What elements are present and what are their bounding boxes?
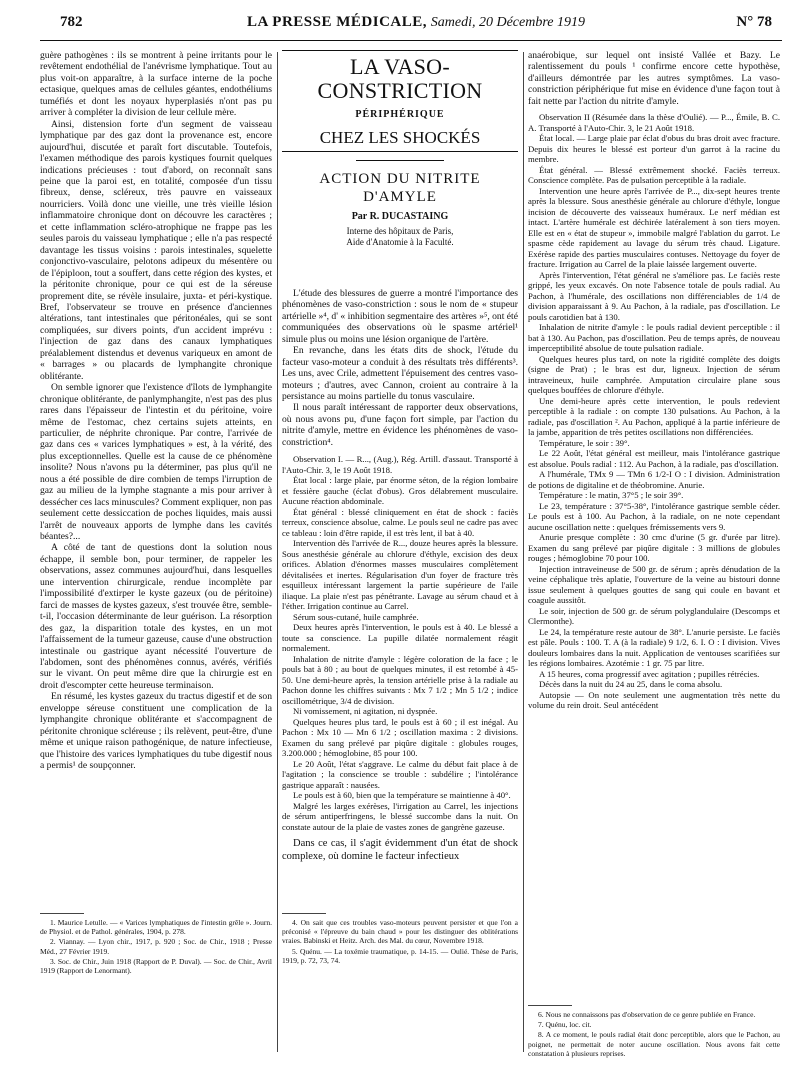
observation-block	[282, 454, 518, 832]
observation-line: Autopsie — On note seulement une augmentation très nette du volume du rein droit. Seul antécédent	[528, 689, 780, 711]
paragraph: A côté de tant de questions dont la solution nous échappe, il semble bon, pour terminer, de rappeler les observations, assez communes aujourd'hui, dans lesquelles une intervention chirurgicale, rendue incomplète par l'impossibilité d'extirper le kyste gazeux (ou de péritoine) farci de masses de kystes gazeux, s'est trouvée être, semble-t-il, l'occasion déterminante de leur guérison. La résorption des gaz, la disparition totale des kystes, en un mot l'affaissement de la tumeur gazeuse, cause d'une obstruction intestinale ou gastrique ayant nécessité l'ouverture de l'abdomen, sont des phénomènes connus, avérés, vérifiés sur le vivant. On peut même dire que la chirurgie est en droit d'escompter cette heureuse terminaison.	[40, 542, 272, 691]
observation-line: Le 22 Août, l'état général est meilleur, mais l'intolérance gastrique est absolue. Pouls radial : 112. Au Pachon, à la radiale, pas d'oscillation.	[528, 448, 780, 469]
author-line: Par R. DUCASTAING	[351, 211, 449, 223]
issue-date: Samedi, 20 Décembre 1919	[430, 15, 585, 30]
affiliation-line: Interne des hôpitaux de Paris,	[346, 225, 454, 236]
column-divider-right	[523, 52, 524, 1052]
observation-line: Inhalation de nitrite d'amyle : légère coloration de la face ; le pouls bat à 80 ; au bout de quelques minutes, il est retombé à 45-50. Une demi-heure après, la tension artérielle prise à la radiale au Pachon donne les chiffres suivants : Mx 7 1/2 ; Mn 5 1/2 ; indice oscillométrique, 3/4 de division.	[282, 653, 518, 706]
observation-line: Le 24, la température reste autour de 38°. L'anurie persiste. Le faciès est pâle. Pouls : 100. T. A (à la radiale) 9 1/2, 6. I. O : I division. Vives douleurs lombaires dans la nuit. Application de ventouses scarifiées sur les régions lombaires. Azotémie : 1 gr. 75 par litre.	[528, 626, 780, 669]
article-title-block	[282, 50, 518, 248]
paragraph: Ainsi, distension forte d'un segment de vaisseau lymphatique par des gaz dont la provenance est, encore aujourd'hui, discutée et paraît fort discutable. Toutefois, l'examen méthodique des parois kystiques fournit quelques indications précieuses : tout d'abord, on reconnaît sans peine que la paroi est, en totalité, composée d'un tissu fibreux, dense, scléreux, très pauvre en vaisseaux nourriciers. Voilà donc une vieille, une très vieille lésion inflammatoire chronique dont on découvre les caractères ; et cette inflammation scléro-atrophique ne frappe pas les seules parois du vaisseau lymphatique ; elle n'a pas respecté davantage les tissus voisins : parois intestinales, squelette conjonctivo-vasculaire, pelotons adipeux du mésentère ou de l'épiploon, tout a souffert, dans cette région des kystes, et la péritonite chronique, pour ce qui est de la séreuse proprement dite, se révèle insulaire, juxta- et péri-kystique. Bref, l'observateur se trouve en présence d'anciennes altérations, tant intestinales que péritonéales, qui se sont compliquées, sur divers points, d'un accident imprévu : l'injection de gaz dans des canaux lymphatiques préalablement distendus et devenus variqueux en amont de « barrages » ou placards de lymphangite chronique oblitérante.	[40, 118, 272, 382]
footnote: 7. Quénu, loc. cit.	[538, 1020, 592, 1030]
footnote: 2. Viannay. — Lyon chir., 1917, p. 920 ; Soc. de Chir., 1918 ; Presse Méd., 27 Février 1919.	[40, 937, 272, 956]
observation-line: État général. — Blessé extrêmement shocké. Faciès terreux. Conscience complète. Pas de pulsation perceptible à la radiale.	[528, 164, 780, 186]
footnote: 8. A ce moment, le pouls radial était donc perceptible, alors que le Pachon, au poignet, ne permettait de noter aucune oscillation. Nous avons fait cette constatation à plusieurs reprises.	[528, 1030, 780, 1058]
observation-line: État local : large plaie, par énorme séton, de la région lombaire et fessière gauche (éclat d'obus). Gros délabrement musculaire. Aucune réaction abdominale.	[282, 475, 518, 507]
footnote-rule	[40, 913, 84, 914]
observation-line: Observation I. — R..., (Aug.), Rég. Artill. d'assaut. Transporté à l'Auto-Chir. 3, le 19 Août 1918.	[282, 454, 518, 475]
paragraph: Il nous paraît intéressant de rapporter deux observations, où nous avons pu, d'une façon fort simple, par l'action du nitrite d'amyle, mettre en évidence les phénomènes de vaso-constriction⁴.	[282, 402, 518, 448]
observation-line: Une demi-heure après cette intervention, le pouls redevient perceptible à la radiale : on compte 130 pulsations. Au Pachon, à la radiale, pas d'oscillation ². Au Pachon, appliqué à la partie inférieure de la jambe, apparition de très petites oscillations non différenciées.	[528, 395, 780, 438]
footnote: 4. On sait que ces troubles vaso-moteurs peuvent persister et que l'on a préconisé « l'épreuve du bain chaud » pour les distinguer des oblitérations vraies. Babinski et Heitz. Arch. des Mal. du cœur, Novembre 1918.	[282, 918, 518, 946]
observation-line: Malgré les larges exérèses, l'irrigation au Carrel, les injections de sérum antiperfringens, le blessé succombe dans la nuit. On constate autour de la plaie de vastes zones de gangrène gazeuse.	[282, 800, 518, 832]
footnote-rule	[282, 913, 326, 914]
observation-line: État local. — Large plaie par éclat d'obus du bras droit avec fracture. Depuis dix heures le blessé est porteur d'un garrot à la racine du membre.	[528, 133, 780, 165]
header-rule	[40, 40, 782, 41]
observation-line: Quelques heures plus tard, le pouls est à 60 ; il est inégal. Au Pachon : Mx 10 — Mn 6 1/2 ; oscillation maxima : 2 divisions. Examen du sang prélevé par piqûre digitale : globules rouges, 3.200.000 ; hémoglobine, 85 pour 100.	[282, 716, 518, 759]
observation-line: Après l'intervention, l'état général ne s'améliore pas. Le faciès reste grippé, les yeux excavés. On note l'absence totale de pouls radial. Au Pachon, à l'humérale, des oscillations non différenciables de 1/4 de division apparaissant à 9. Au Pachon, à la radiale, pas d'oscillation. Le pouls carotidien bat à 130.	[528, 269, 780, 322]
observation-line: Le 23, température : 37°5-38°, l'intolérance gastrique semble céder. Le pouls est à 100. Au Pachon, à la radiale, on ne note cependant aucune oscillation nette : quelques frémissements vers 9.	[528, 500, 780, 532]
observation-line: Inhalation de nitrite d'amyle : le pouls radial devient perceptible : il bat à 130. Au Pachon, pas d'oscillation. Peu de temps après, de nouveau imperceptibilité absolue de toute pulsation radiale.	[528, 322, 780, 354]
observation-line: Intervention une heure après l'arrivée de P..., dix-sept heures trente après la blessure. Sous anesthésie générale au chlorure d'éthyle, longue incision de découverte des vaisseaux huméraux. Le nerf médian est intact. L'artère humérale est déchirée latéralement à son tiers moyen. Elle est en « état de stupeur », immobile malgré l'ablation du garrot. Le spasme cède rapidement au lavage du sérum très chaud. Ligature. Exérèse rapide des parties musculaires contuses. Nettoyage du foyer de fracture. Irrigation au Carrel de la plaie laissée largement ouverte.	[528, 185, 780, 270]
paragraph: L'étude des blessures de guerre a montré l'importance des phénomènes de vaso-constriction : sous le nom de « stupeur artérielle »⁴, d' « inhibition segmentaire des artères »⁵, ont été communiquées des observations où le spasme artériel¹ simule plus ou moins une lésion organique de l'artère.	[282, 287, 518, 345]
article-title-shock: CHEZ LES SHOCKÉS	[319, 128, 481, 148]
affiliation-line: Aide d'Anatomie à la Faculté.	[346, 236, 454, 247]
column-divider-left	[277, 52, 278, 1052]
paragraph: guère pathogènes : ils se montrent à peine irritants pour le revêtement endothélial de l'anévrisme lymphatique. Tout au plus voit-on apparaître, à la surface interne de la poche ectasique, quelques amas de cellules géantes, endothéliums tuméfiés et dont les noyaux hyperplasiés n'ont pas pu arriver à compléter la division de leur cellule mère.	[40, 50, 272, 119]
observation-line: Injection intraveineuse de 500 gr. de sérum ; après dénudation de la veine céphalique très aplatie, l'ouverture de la veine au bistouri donne issue seulement à quelques gouttes de sang qui coule en bavant et coagule aussitôt.	[528, 563, 780, 606]
observation-line: Le soir, injection de 500 gr. de sérum polyglandulaire (Descomps et Clermonthe).	[528, 605, 780, 627]
observation-line: Ni vomissement, ni agitation, ni dyspnée.	[293, 706, 438, 717]
column-middle	[282, 50, 518, 896]
journal-name: LA PRESSE MÉDICALE,	[247, 14, 427, 30]
footnote: 6. Nous ne connaissons pas d'observation de ce genre publiée en France.	[538, 1010, 756, 1019]
paragraph: anaérobique, sur lequel ont insisté Vallée et Bazy. Le ralentissement du pouls ¹ confirme encore cette hypothèse, d'ailleurs démontrée par les autres symptômes. La vaso-constriction périphérique fut mise en évidence d'une façon tout à fait nette par l'action du nitrite d'amyle.	[528, 50, 780, 107]
paragraph: En revanche, dans les états dits de shock, l'étude du facteur vaso-moteur a conduit à des résultats très différents³. Les uns, avec Crile, admettent l'épuisement des centres vaso-moteurs ; d'autres, avec Cannon, croient au contraire à la persistance au moins partielle du tonus vasculaire.	[282, 345, 518, 402]
observation-line: Intervention dès l'arrivée de R..., douze heures après la blessure. Sous anesthésie générale au chlorure d'éthyle, excision des deux orifices. Ablation d'énormes masses musculaires complètement dévitalisées et inertes. Régularisation d'un foyer de fracture très esquilleux intéressant largement la partie supérieure de l'aile iliaque. La plaie n'est pas pénétrante. Lavage au sérum chaud et à l'éther. Irrigation continue au Carrel.	[282, 538, 518, 612]
observation-line: Le pouls est à 60, bien que la température se maintienne à 40°.	[293, 790, 511, 801]
author-affiliation	[282, 226, 518, 248]
observation-line: A 15 heures, coma progressif avec agitation ; pupilles rétrécies.	[539, 668, 760, 679]
column-right	[528, 50, 780, 1050]
observation-line: A l'humérale, TMx 9 — TMn 6 1/2-I O : I division. Administration de potions de digitaline et de théobromine. Anurie.	[528, 469, 780, 490]
observation-block	[528, 112, 780, 711]
article-subheading: ACTION DU NITRITE D'AMYLE	[319, 171, 481, 206]
observation-line: Température, le soir : 39°.	[539, 437, 630, 448]
paragraph: En résumé, les kystes gazeux du tractus digestif et de son enveloppe séreuse constituent une complication de la lymphangite chronique oblitérante et s'accompagnent de péritonite chronique scléreuse ; ils relèvent, peut-être, d'une même et unique raison pathogénique, de nature infectieuse, que l'histoire des varices lymphatiques du tube digestif nous a permis¹ de soupçonner.	[40, 691, 272, 772]
journal-title-line	[60, 14, 772, 31]
column-left	[40, 50, 272, 896]
footnotes-right	[528, 1010, 780, 1082]
observation-line: État général : blessé cliniquement en état de shock : faciès terreux, conscience absolue, calme. Le pouls seul ne cadre pas avec ce tableau : loin d'être rapide, il est très lent, il bat à 40.	[282, 506, 518, 538]
article-subtitle: PÉRIPHÉRIQUE	[355, 109, 445, 120]
observation-line: Observation II (Résumée dans la thèse d'Oulié). — P..., Émile, B. C. A. Transporté à l'Auto-Chir. 3, le 21 Août 1918.	[528, 112, 780, 133]
title-separator	[356, 160, 444, 161]
footnote: 5. Quénu. — La toxémie traumatique, p. 14-15. — Oulié. Thèse de Paris, 1919, p. 72, 73, 74.	[282, 946, 518, 965]
observation-line: Décès dans la nuit du 24 au 25, dans le coma absolu.	[539, 679, 723, 690]
footnotes-left	[40, 918, 272, 1058]
observation-line: Température : le matin, 37°5 ; le soir 39°.	[539, 490, 684, 501]
article-title: LA VASO-CONSTRICTION	[317, 54, 483, 103]
title-box	[282, 50, 518, 152]
paragraph: On semble ignorer que l'existence d'îlots de lymphangite chronique oblitérante, de panlymphangite, n'est pas des plus rares dans l'épaisseur de l'intestin et du péritoine, voire même de l'estomac, chez certains sujets atteints, en particulier, de néphrite chronique. Par contre, l'arrivée de gaz dans ces « varices lymphatiques » est, à la vérité, des plus exceptionnelles. Quelle est la cause de ce phénomène insolite? Nous n'avons pu la déterminer, pas plus qu'il ne nous a été possible de dire combien de temps l'irruption de gaz au milieu de la lymphe stagnante a mis pour arriver à dessécher ces lacs minuscules? Comment expliquer, non pas seulement cette dessiccation de poches liquides, mais aussi l'arrêt de nouveaux apports de lymphe dans les cavités béantes?...	[40, 382, 272, 543]
observation-line: Quelques heures plus tard, on note la rigidité complète des doigts (signe de Prat) ; le bras est dur, ligneux. Injection de sérum intraveineux, huile camphrée. Amputation circulaire plane sous quelques bouffées de chlorure d'éthyle.	[528, 353, 780, 396]
running-header	[60, 14, 772, 36]
footnotes-middle	[282, 918, 518, 1058]
paragraph: Dans ce cas, il s'agit évidemment d'un état de shock complexe, où domine le facteur infectieux	[282, 838, 518, 862]
page-number: 782	[60, 14, 83, 30]
observation-line: Anurie presque complète : 30 cmc d'urine (5 gr. d'urée par litre). Examen du sang prélevé par piqûre digitale : 3 millions de globules rouges ; hémoglobine 70 pour 100.	[528, 532, 780, 564]
footnote: 3. Soc. de Chir., Juin 1918 (Rapport de P. Duval). — Soc. de Chir., Avril 1919 (Rapport de Lenormant).	[40, 956, 272, 976]
observation-line: Sérum sous-cutané, huile camphrée.	[293, 611, 419, 622]
observation-line: Le 20 Août, l'état s'aggrave. Le calme du début fait place à de l'agitation ; la conscience se trouble : subdélire ; l'intolérance gastrique apparaît : nausées.	[282, 758, 518, 790]
issue-number: N° 78	[736, 14, 772, 30]
footnote: 1. Maurice Letulle. — « Varices lymphatiques de l'intestin grêle ». Journ. de Physiol. et de Pathol. générales, 1904, p. 278.	[40, 918, 272, 937]
footnote-rule	[528, 1005, 572, 1006]
observation-line: Deux heures après l'intervention, le pouls est à 40. Le blessé a toute sa conscience. La pupille dilatée normalement réagit normalement.	[282, 622, 518, 654]
